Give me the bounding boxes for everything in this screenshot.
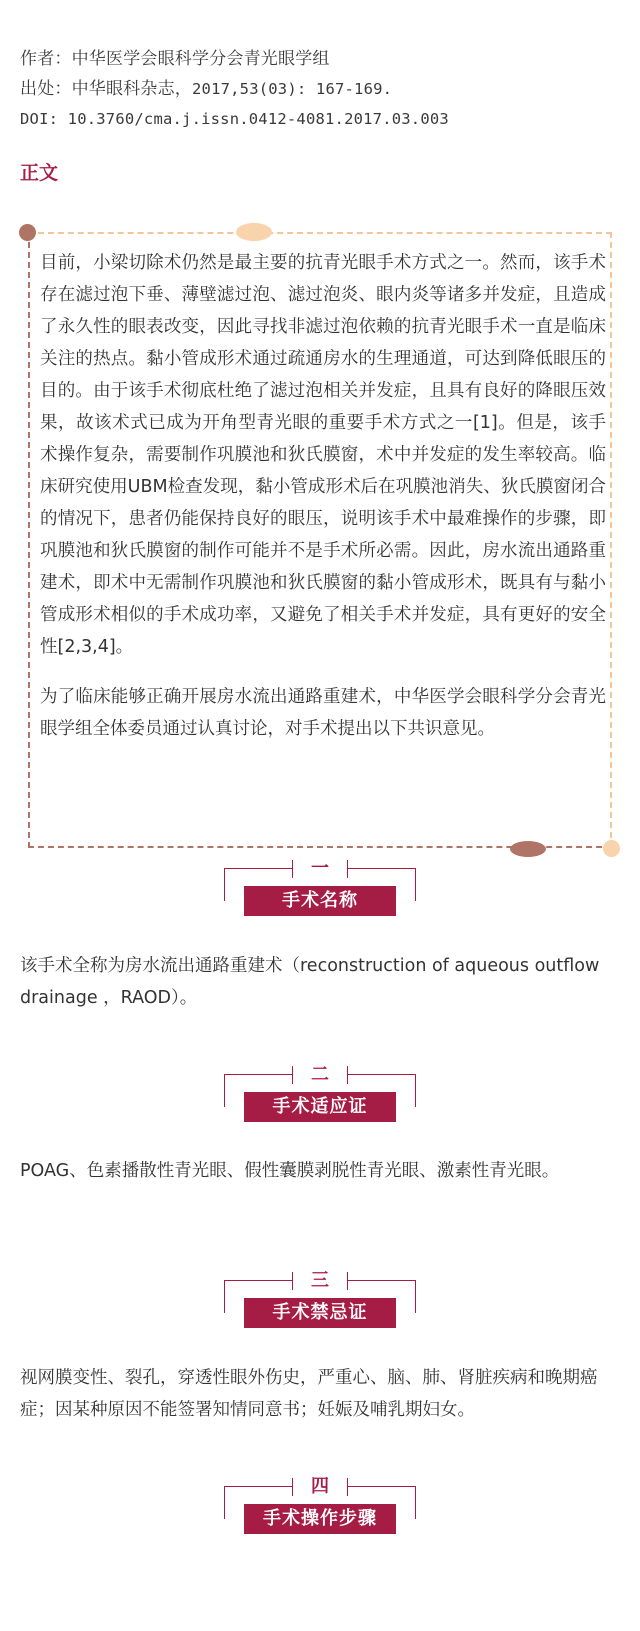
section-number: 一 bbox=[292, 858, 348, 880]
section-number: 三 bbox=[292, 1270, 348, 1292]
section-title: 手术适应证 bbox=[244, 1092, 396, 1122]
section-title: 手术名称 bbox=[244, 886, 396, 916]
frame-dot-bottom-right bbox=[510, 841, 546, 857]
source-citation: 2017,53(03): 167-169. bbox=[192, 80, 393, 98]
section-title: 手术操作步骤 bbox=[244, 1504, 396, 1534]
doi-line: DOI: 10.3760/cma.j.issn.0412-4081.2017.03.003 bbox=[20, 110, 449, 128]
section-heading-2 bbox=[224, 1064, 416, 1122]
section-1-content: 该手术全称为房水流出通路重建术（reconstruction of aqueous outflow drainage ，RAOD）。 bbox=[20, 956, 600, 1008]
section-heading-4 bbox=[224, 1476, 416, 1534]
section-2-content: POAG、色素播散性青光眼、假性囊膜剥脱性青光眼、激素性青光眼。 bbox=[20, 1161, 560, 1181]
source-line bbox=[20, 74, 620, 104]
section-heading-1 bbox=[224, 858, 416, 916]
frame-dot-corner bbox=[603, 840, 620, 857]
author-line: 作者：中华医学会眼科学分会青光眼学组 bbox=[20, 49, 330, 69]
body-section-title: 正文 bbox=[20, 162, 59, 184]
section-number: 二 bbox=[292, 1064, 348, 1086]
source-prefix: 出处：中华眼科杂志， bbox=[20, 79, 192, 99]
section-number: 四 bbox=[292, 1476, 348, 1498]
frame-top-border bbox=[28, 232, 612, 234]
frame-right-border bbox=[610, 232, 612, 848]
intro-paragraph-2: 为了临床能够正确开展房水流出通路重建术，中华医学会眼科学分会青光眼学组全体委员通过认真讨论，对手术提出以下共识意见。 bbox=[40, 687, 606, 739]
section-title: 手术禁忌证 bbox=[244, 1298, 396, 1328]
section-3-content: 视网膜变性、裂孔，穿透性眼外伤史，严重心、脑、肺、肾脏疾病和晚期癌症；因某种原因不能签署知情同意书；妊娠及哺乳期妇女。 bbox=[20, 1368, 598, 1420]
intro-paragraph-1: 目前，小梁切除术仍然是最主要的抗青光眼手术方式之一。然而，该手术存在滤过泡下垂、薄壁滤过泡、滤过泡炎、眼内炎等诸多并发症，且造成了永久性的眼表改变，因此寻找非滤过泡依赖的抗青光眼手术一直是临床关注的热点。黏小管成形术通过疏通房水的生理通道，可达到降低眼压的目的。由于该手术彻底杜绝了滤过泡相关并发症，且具有良好的降眼压效果，故该术式已成为开角型青光眼的重要手术方式之一[1]。但是，该手术操作复杂，需要制作巩膜池和狄氏膜窗，术中并发症的发生率较高。临床研究使用UBM检查发现，黏小管成形术后在巩膜池消失、狄氏膜窗闭合的情况下，患者仍能保持良好的眼压，说明该手术中最难操作的步骤，即巩膜池和狄氏膜窗的制作可能并不是手术所必需。因此，房水流出通路重建术，即术中无需制作巩膜池和狄氏膜窗的黏小管成形术，既具有与黏小管成形术相似的手术成功率，又避免了相关手术并发症，具有更好的安全性[2,3,4]。 bbox=[40, 253, 606, 657]
intro-text bbox=[40, 247, 606, 763]
section-heading-3 bbox=[224, 1270, 416, 1328]
article-meta bbox=[20, 44, 620, 134]
frame-dot-top-left bbox=[19, 224, 36, 241]
frame-left-border bbox=[28, 232, 30, 848]
frame-dot-top-center bbox=[236, 223, 272, 241]
